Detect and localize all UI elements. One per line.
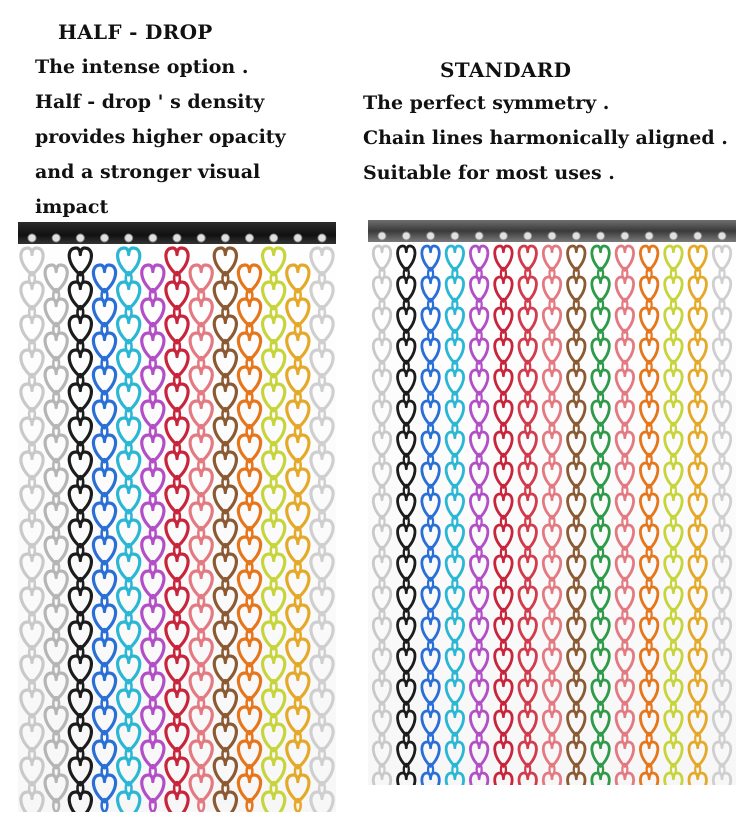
chain-strand (263, 234, 285, 812)
chain-strand (190, 234, 212, 811)
half-drop-curtain-photo (18, 222, 336, 812)
chain-strand (616, 232, 633, 785)
chain-strand (311, 234, 333, 812)
chain-strand (713, 232, 730, 785)
half-drop-line-3: provides higher opacity (35, 126, 286, 148)
chain-strand (422, 232, 439, 785)
chain-strand (214, 234, 236, 812)
half-drop-line-5: impact (35, 196, 109, 218)
chain-strand (287, 234, 309, 811)
chain-strand (45, 234, 67, 811)
chain-strand (689, 232, 706, 785)
chain-strand (166, 234, 188, 812)
chain-strand (592, 232, 609, 785)
half-drop-line-1: The intense option . (35, 56, 249, 78)
chain-strand (519, 232, 536, 785)
chain-strand (640, 232, 657, 785)
standard-chains (368, 220, 736, 785)
standard-line-2: Chain lines harmonically aligned . (363, 127, 728, 149)
chain-strand (665, 232, 682, 785)
chain-strand (495, 232, 512, 785)
half-drop-line-2: Half - drop ' s density (35, 91, 265, 113)
chain-strand (21, 234, 43, 812)
chain-strand (69, 234, 91, 812)
standard-line-3: Suitable for most uses . (363, 162, 615, 184)
chain-strand (568, 232, 585, 785)
half-drop-chains (18, 222, 336, 812)
standard-curtain-photo (368, 220, 736, 785)
chain-strand (142, 234, 164, 811)
chain-strand (470, 232, 487, 785)
chain-strand (446, 232, 463, 785)
half-drop-line-4: and a stronger visual (35, 161, 261, 183)
chain-strand (373, 232, 390, 785)
chain-strand (238, 234, 260, 811)
chain-strand (93, 234, 115, 811)
chain-strand (118, 234, 140, 812)
half-drop-heading: HALF - DROP (58, 20, 213, 44)
standard-heading: STANDARD (440, 58, 572, 82)
standard-line-1: The perfect symmetry . (363, 92, 610, 114)
chain-strand (398, 232, 415, 785)
chain-strand (543, 232, 560, 785)
